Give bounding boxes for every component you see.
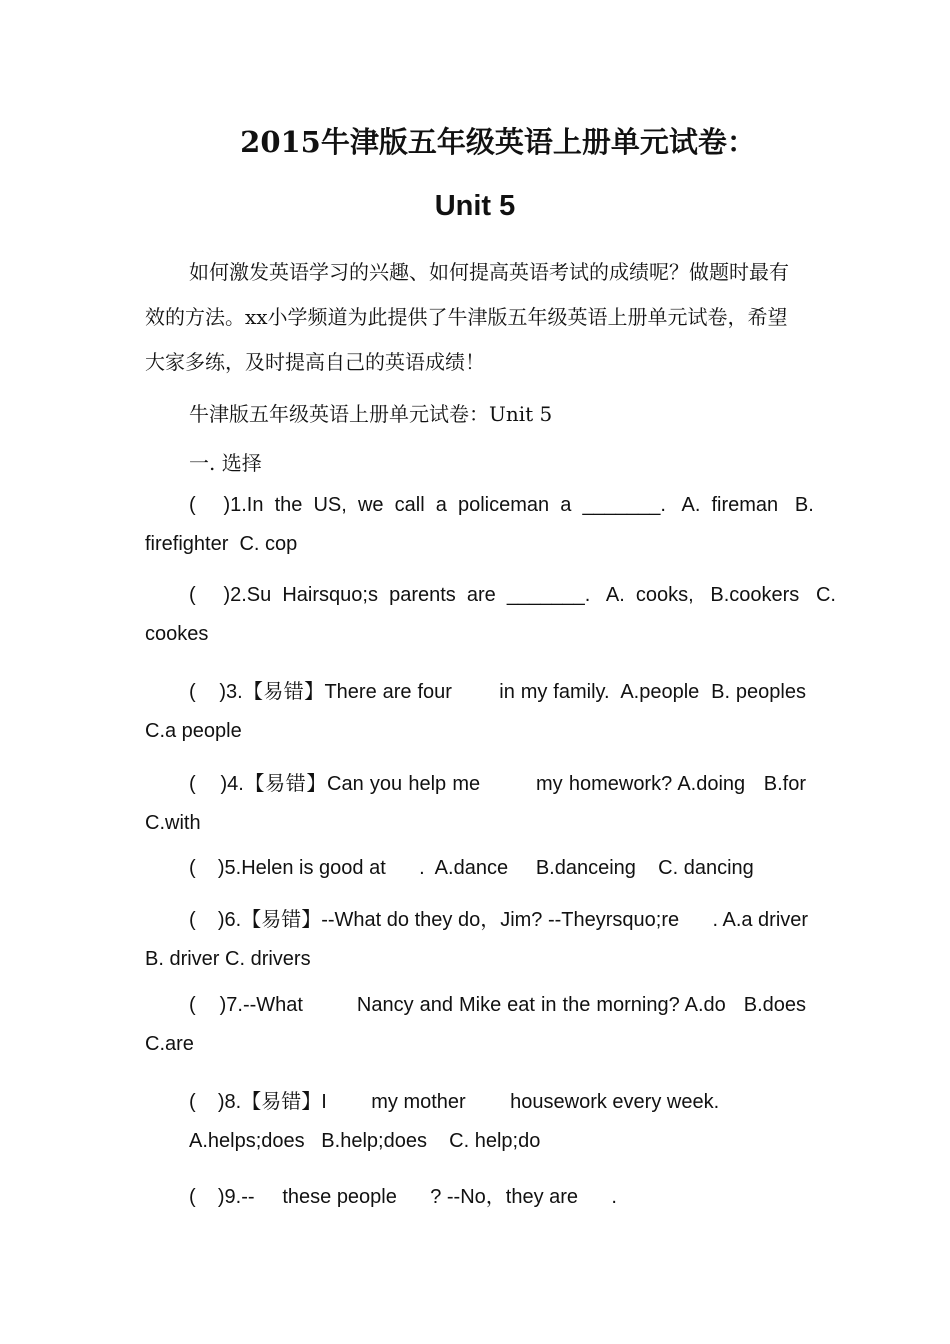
question-item xyxy=(145,675,806,743)
question-line: ( )2.Su Hairsquo;s parents are _______. A. cooks, B.cookers C. xyxy=(189,584,836,606)
question-item xyxy=(145,494,814,556)
question-line: ( )5.Helen is good at . A.dance B.danceing C. dancing xyxy=(189,857,754,879)
question-item xyxy=(145,994,806,1056)
question-item xyxy=(145,857,806,880)
question-line-cont: C.are xyxy=(145,1033,194,1055)
question-line: ( )7.--What Nancy and Mike eat in the morning? A.do B.does xyxy=(189,994,806,1016)
document-title: 2015牛津版五年级英语上册单元试卷： xyxy=(240,125,756,159)
question-line-cont: cookes xyxy=(145,623,209,645)
question-line-cont: A.helps;does B.help;does C. help;do xyxy=(189,1130,541,1152)
question-item xyxy=(145,903,809,971)
question-item xyxy=(145,1180,806,1209)
question-item xyxy=(145,584,836,646)
question-item xyxy=(145,1085,806,1153)
question-line: ( )6.【易错】--What do they do，Jim? --Theyrsquo;re . A.a driver xyxy=(189,909,809,931)
question-line: ( )1.In the US, we call a policeman a _______. A. fireman B. xyxy=(189,494,814,516)
question-line-cont: firefighter C. cop xyxy=(145,533,298,555)
intro-paragraph: 如何激发英语学习的兴趣、如何提高英语考试的成绩呢？做题时最有效的方法。xx小学频道为此提供了牛津版五年级英语上册单元试卷，希望大家多练，及时提高自己的英语成绩！ xyxy=(145,260,789,374)
section-label: 一. 选择 xyxy=(189,451,262,475)
question-line-cont: C.with xyxy=(145,812,201,834)
question-item xyxy=(145,767,806,835)
question-line-cont: B. driver C. drivers xyxy=(145,948,311,970)
question-line: ( )9.-- these people ? --No，they are . xyxy=(189,1186,617,1208)
question-line: ( )3.【易错】There are four in my family. A.people B. peoples xyxy=(189,681,806,703)
section-heading: 牛津版五年级英语上册单元试卷：Unit 5 xyxy=(189,402,553,426)
question-line: ( )8.【易错】I my mother housework every week. xyxy=(189,1091,720,1113)
document-subtitle-unit: Unit 5 xyxy=(434,190,516,222)
question-line-cont: C.a people xyxy=(145,720,242,742)
question-line: ( )4.【易错】Can you help me my homework? A.doing B.for xyxy=(189,773,806,795)
